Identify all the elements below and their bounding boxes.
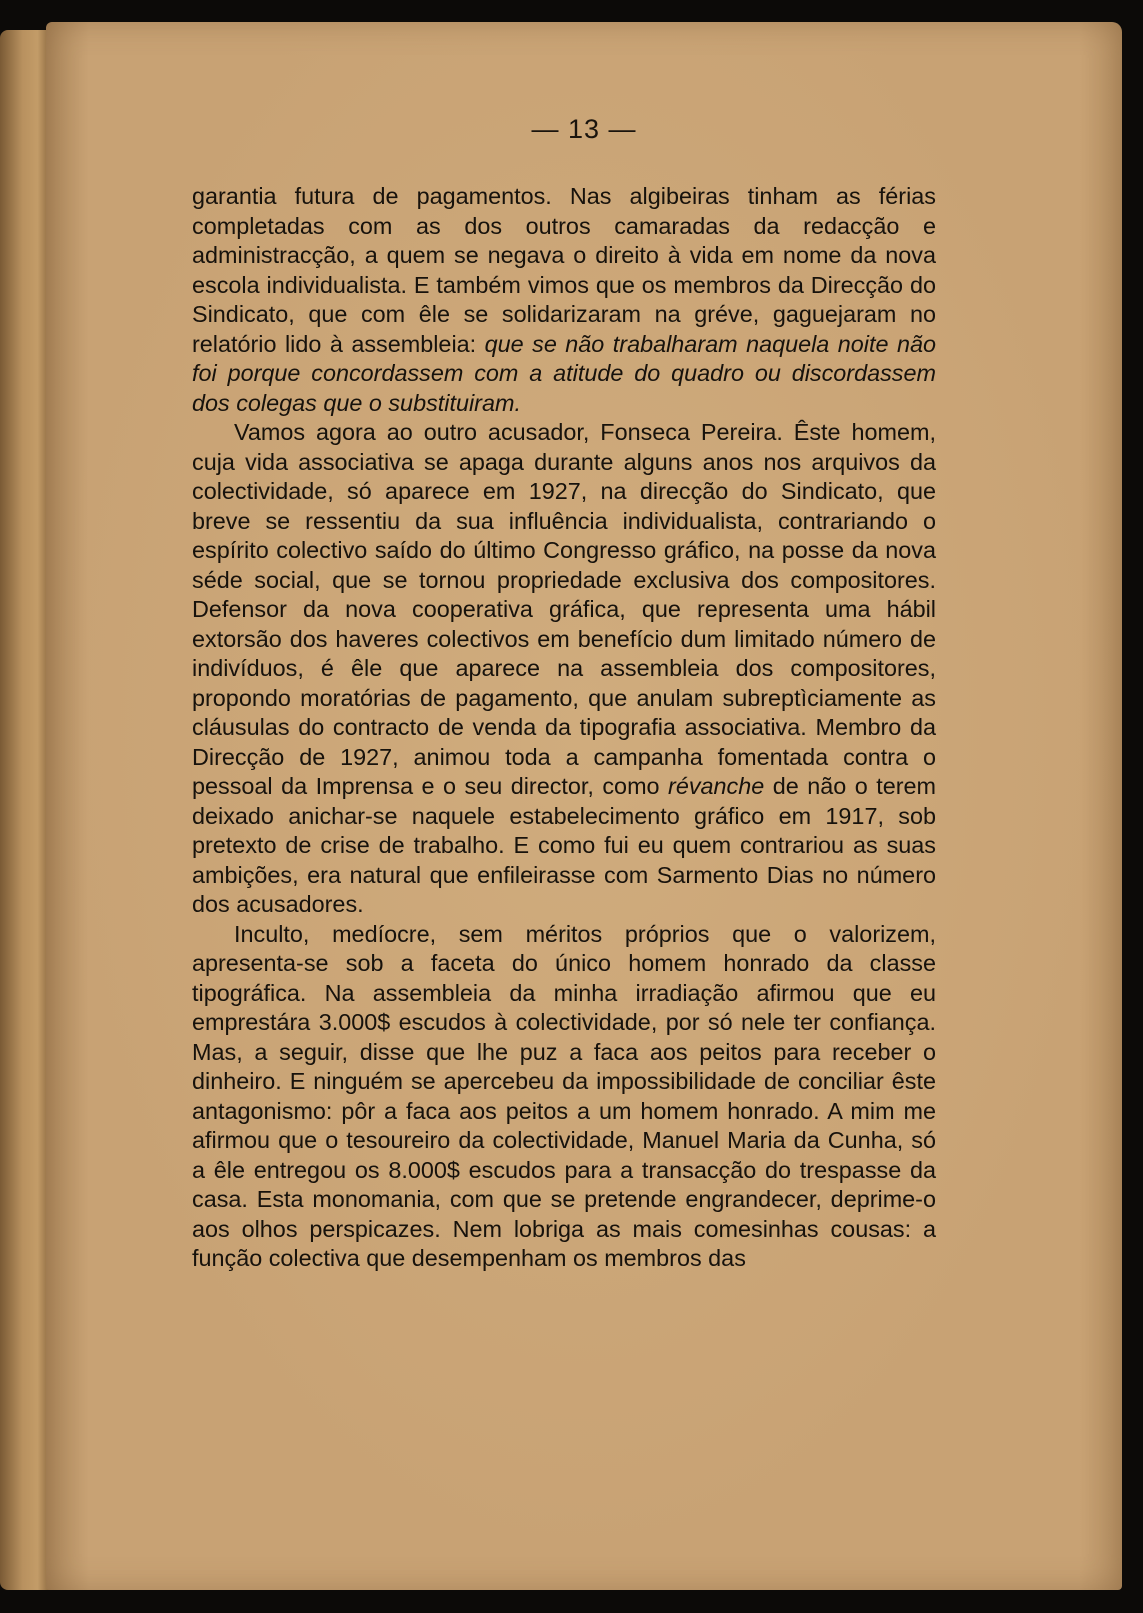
paragraph-1 [192, 182, 936, 418]
italic-word: révanche [668, 773, 765, 799]
book-spine-edge [0, 30, 50, 1590]
paragraph-2 [192, 418, 936, 920]
page-number: — 13 — [531, 114, 637, 144]
text-run: de não o terem deixado anichar-se naquele estabelecimento gráfico em 1917, sob pretexto de crise de trabalho. E como fui eu quem contrariou as suas ambições, era natural que enfileirasse com Sarmento Dias no número dos acusadores. [192, 773, 937, 917]
body-text [192, 182, 936, 1274]
text-run: garantia futura de pagamentos. Nas algibeiras tinham as férias completadas com as dos outros camaradas da redacção e administracção, a quem se negava o direito à vida em nome da nova escola individualista. E também vimos que os membros da Direcção do Sindicato, que com êle se solidarizaram na gréve, gaguejaram no relatório lido à assembleia: [192, 183, 936, 357]
book-page [46, 22, 1122, 1590]
text-run: Inculto, medíocre, sem méritos próprios que o valorizem, apresenta-se sob a faceta do único homem honrado da classe tipográfica. Na assembleia da minha irradiação afirmou que eu emprestára 3.000$ escudos à colectividade, por só nele ter confiança. Mas, a seguir, disse que lhe puz a faca aos peitos para receber o dinheiro. E ninguém se apercebeu da impossibilidade de conciliar êste antagonismo: pôr a faca aos peitos a um homem honrado. A mim me afirmou que o tesoureiro da colectividade, Manuel Maria da Cunha, só a êle entregou os 8.000$ escudos para a transacção do trespasse da casa. Esta monomania, com que se pretende engrandecer, deprime-o aos olhos perspicazes. Nem lobriga as mais comesinhas cousas: a função colectiva que desempenham os membros das [192, 920, 936, 1271]
text-run: Vamos agora ao outro acusador, Fonseca Pereira. Êste homem, cuja vida associativa se apaga durante alguns anos nos arquivos da colectividade, só aparece em 1927, na direcção do Sindicato, que breve se ressentiu da sua influência individualista, contrariando o espírito colectivo saído do último Congresso gráfico, na posse da nova séde social, que se tornou propriedade exclusiva dos compositores. Defensor da nova cooperativa gráfica, que representa uma hábil extorsão dos haveres colectivos em benefício dum limitado número de indivíduos, é êle que aparece na assembleia dos compositores, propondo moratórias de pagamento, que anulam subreptìciamente as cláusulas do contracto de venda da tipografia associativa. Membro da Direcção de 1927, animou toda a campanha fomentada contra o pessoal da Imprensa e o seu director, como [192, 419, 936, 799]
italic-quote: que se não trabalharam naquela noite não foi porque concordassem com a atitude do quadro ou discordassem dos colegas que o substituiram. [192, 330, 937, 416]
paragraph-3 [192, 920, 936, 1274]
